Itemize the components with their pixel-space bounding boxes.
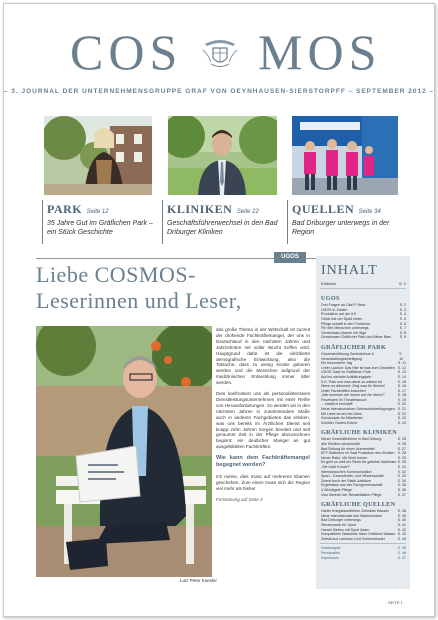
toc-item-label: Produktion auf der IHI xyxy=(321,312,356,317)
toc-item-page: S. 7 xyxy=(399,326,406,331)
masthead xyxy=(0,22,438,84)
toc-item-label: Ein besonderer Tag xyxy=(321,361,353,366)
toc-item-label: Pflege schafft in den Frühdurst xyxy=(321,321,370,326)
editorial-body xyxy=(216,327,310,508)
toc-item-page: S. 43 xyxy=(397,532,406,537)
toc-item-label: EFF-Stationen im Saal Prasidium des Kliniken xyxy=(321,451,395,456)
toc-item-label: Bad Driburg für einen Arzneimittel xyxy=(321,446,375,451)
toc-item-page: S. 13 xyxy=(397,370,406,375)
toc-item-label: UGOS in Zahlen xyxy=(321,307,348,312)
teaser-text: Bad Driburger unterwegs in der Region xyxy=(292,220,390,236)
toc-item-label: Harald Sieben mit Sport Adam xyxy=(321,527,370,532)
toc-item-page: S. 29 xyxy=(397,455,406,460)
toc-item-page: S. 11 xyxy=(397,361,406,366)
toc-item-page: S. 46 xyxy=(397,550,406,555)
toc-item-label: K.K. Park und was damit zu wissen ist xyxy=(321,379,382,384)
quellen-teaser-photo xyxy=(292,116,398,195)
toc-item-page: S. 30 xyxy=(397,460,406,465)
toc-item-page: S. 8 xyxy=(399,330,406,335)
toc-item-page: S. 21 xyxy=(397,407,406,412)
toc-item-label: Intensivwochen Kommunikation xyxy=(321,469,372,474)
toc-item-label: Editorial xyxy=(321,281,336,286)
teaser-page: Seite 34 xyxy=(358,209,381,215)
toc-item-page: S. 5 xyxy=(399,316,406,321)
toc-item-page: S. 4 xyxy=(399,312,406,317)
kliniken-teaser-photo xyxy=(168,116,277,195)
toc-item-label: Kompatibles Tankstelle Haus Gräfliche Wasser xyxy=(321,532,396,537)
toc-item-page: S. 12 xyxy=(397,365,406,370)
toc-item-label: Unter Fachkräften brauchen xyxy=(321,388,366,393)
toc-item-label: Harter Kriegsfaustführen Zeitwärts Wasser xyxy=(321,509,389,514)
toc-item-label: Alle Kliniken verschmäht xyxy=(321,442,361,447)
toc-item-label: Gesamteröffnung Gartenbühne & Veranstaltungsbeteiligung xyxy=(321,351,375,361)
toc-item-page: S. 37 xyxy=(397,492,406,497)
body-question: Wie kann dem Fachkräftemangel begegnet werden? xyxy=(216,455,310,469)
teaser-section: PARK xyxy=(47,202,83,216)
toc-item-label: Zuerst buch der Stadt-Jubiläum xyxy=(321,478,372,483)
teaser-page: Seite 22 xyxy=(236,209,259,215)
toc-section-title: GRÄFLICHER PARK xyxy=(321,343,387,351)
toc-item-page: S. 25 xyxy=(397,437,406,442)
toc-item-page: S. 39 xyxy=(397,513,406,518)
park-teaser-photo xyxy=(44,116,152,195)
toc-item[interactable] xyxy=(316,281,410,286)
body-paragraph: das große Thema in der Wirtschaft ist zurzeit der drohende Fachkräftemangel, der uns in Deutschland in den nächsten Jahren und Jahrzehnten mit voller Wucht treffen wird. Hauptgrund dafür ist die vielzitierte demografische Entwicklung, also die Tatsache, dass zu wenig Kinder geboren werden und die Menschen aufgrund der medizinischen Entwicklung immer älter werden. xyxy=(216,327,310,386)
toc-item-label: Bad Driburger unterwegs xyxy=(321,518,361,523)
toc-item-label: Sport-, Gesundheits- und Wissenschaft xyxy=(321,474,384,479)
masthead-title-right: MOS xyxy=(258,24,382,80)
toc-item-label: Wenn es dämmert: Zeig was für Wonne! xyxy=(321,384,386,389)
toc-item-page: S. 17 xyxy=(397,388,406,393)
toc-item-page: S. 23 xyxy=(397,416,406,421)
toc-item-label: Gemeinsam Gräflicher Park und Bitner Bars xyxy=(321,335,392,340)
toc-item-page: S. 16 xyxy=(397,384,406,389)
toc-item-label: Feuerwerk im Theatertausch xyxy=(321,397,367,402)
toc-item-page: S. 15 xyxy=(397,379,406,384)
toc-item-label: Personalien xyxy=(321,550,340,555)
toc-item-page: S. 9 xyxy=(399,335,406,340)
toc-item-label: Gemeinsam planen mit Sign xyxy=(321,330,367,335)
toc-item-label: Neue Intensivwochen Gebrauchsbedingungen xyxy=(321,407,395,412)
toc-item-page: S. 10 xyxy=(399,351,404,361)
toc-item-label: Leiter Launch: Das Hier ist was zum Gestalten xyxy=(321,365,395,370)
toc-item-page: S. 42 xyxy=(397,527,406,532)
toc-item-page: S. 47 xyxy=(397,555,406,560)
toc-item-label: ... westlich erschafft xyxy=(321,402,353,407)
body-paragraph: Dies konfrontiert uns als personalintensives Dienstleistungsunternehmen mit einer Reihe von Herausforderungen. So werden wir in den nächsten Jahren in zunehmendem Maße auch in anderen Fachgebieten das erleben, was uns bereits im Ärztlichen Dienst seit knapp zehn Jahren Sorgen bereitet und seit geraumer Zeit in der Pflege abzuzeichnen beginnt: ein deutlicher Mangel an gut ausgebildeten Fachkräften. xyxy=(216,391,310,450)
toc-item-label: Impressum xyxy=(321,555,339,560)
toc-item-label: Glück hat viel Spaß hinter xyxy=(321,316,363,321)
toc-item-label: Neuer Geschäftsführer in Bad Driburg xyxy=(321,437,382,442)
toc-item-page: S. 20 xyxy=(397,402,406,407)
toc-item-page: S. 6 xyxy=(399,321,406,326)
headline-line-1: Liebe COSMOS- xyxy=(36,262,196,287)
teaser-section: KLINIKEN xyxy=(167,202,233,216)
toc-item-page: S. 14 xyxy=(397,374,406,379)
toc-item-label: Es geht so weit ein Stück für geliebte Nachbarn xyxy=(321,460,397,465)
teaser-text: Geschäftsführerwechsel in den Bad Driburger Kliniken xyxy=(167,220,278,236)
toc-item-page: S. 44 xyxy=(397,536,406,541)
toc-item-label: Zeitstil aus Lannbau Lind Schermkloster xyxy=(321,536,385,541)
toc-item-page: S. 32 xyxy=(397,469,406,474)
journal-subtitle: – 3. JOURNAL DER UNTERNEHMENSGRUPPE GRAF VON OEYNHAUSEN-SIERSTORPFF – SEPTEMBER 2012 – xyxy=(3,88,435,95)
table-of-contents xyxy=(316,256,410,589)
photo-caption: Lutz Peter Kaesler xyxy=(180,578,218,583)
continued-note: Fortsetzung auf Seite 3 xyxy=(216,496,263,502)
toc-item-label: Vom Bereich der Rehabilitation Pflege xyxy=(321,492,382,497)
teaser-section: QUELLEN xyxy=(292,202,355,216)
toc-item-label: Schokolade für Mitarbeiter xyxy=(321,416,363,421)
teaser-kliniken[interactable] xyxy=(162,200,282,244)
body-paragraph: Ich meine, dies muss auf mehreren Ebenen geschehen. Zum einen muss sich die Region viel mehr als bisher xyxy=(216,474,310,491)
toc-item-page: S. 34 xyxy=(397,478,406,483)
toc-item-page: S. 38 xyxy=(397,509,406,514)
teaser-page: Seite 12 xyxy=(86,209,109,215)
toc-sections xyxy=(316,291,410,541)
toc-item-page: S. 26 xyxy=(397,442,406,447)
toc-item-label: Auf ins nächste Aufklärungsjahr xyxy=(321,374,372,379)
toc-item-label: Neuer Ratio: Mit Wohl lernen xyxy=(321,455,368,460)
toc-footer xyxy=(316,546,410,560)
editorial-photo xyxy=(36,326,212,577)
toc-separator xyxy=(320,288,406,289)
toc-section-title: GRÄFLICHE QUELLEN xyxy=(321,501,396,509)
headline-line-2: Leserinnen und Leser, xyxy=(36,288,242,313)
toc-item-label: „Sie rückt Knock?“ xyxy=(321,465,351,470)
toc-title: INHALT xyxy=(321,263,378,278)
toc-section-title: UGOS xyxy=(321,295,340,303)
teaser-text: 35 Jahre Gut im Gräflichen Park – ein Stück Geschichte xyxy=(47,220,153,236)
toc-item-label: UGOS Gast im Gräflichen Park xyxy=(321,370,371,375)
toc-item-page: S. 3 xyxy=(399,307,406,312)
toc-item-page: S. 2 xyxy=(399,303,406,308)
toc-item-label: Gewinnspiel xyxy=(321,546,341,551)
toc-item-label: 4 Wichtigste Pflege xyxy=(321,487,352,492)
toc-item-page: S. 18 xyxy=(397,393,406,398)
toc-item-label: „Wie kommen die immer auf die Ideen?“ xyxy=(321,393,385,398)
toc-item-page: S. 1 xyxy=(398,281,406,286)
toc-item-label: Ergebnisse aus der Fachgemeinschaft xyxy=(321,483,383,488)
coat-of-arms-icon xyxy=(199,36,241,70)
toc-item-label: Für den Menschen unterwegs xyxy=(321,326,369,331)
toc-item-page: S. 31 xyxy=(397,465,406,470)
toc-item[interactable] xyxy=(316,556,410,561)
toc-item-label: Neue Internationale des Markenmarke xyxy=(321,513,383,518)
masthead-title-left: COS xyxy=(70,24,183,80)
toc-item-label: Schöller Garten-Küche xyxy=(321,420,358,425)
toc-item-page: S. 36 xyxy=(397,487,406,492)
toc-item-label: Steuerpraxis für Sport xyxy=(321,522,356,527)
toc-separator xyxy=(320,543,406,544)
toc-item-page: S. 35 xyxy=(397,483,406,488)
toc-item-page: S. 22 xyxy=(397,411,406,416)
ugos-tag: UGOS xyxy=(274,252,306,263)
toc-item-page: S. 40 xyxy=(397,518,406,523)
teaser-quellen[interactable] xyxy=(287,200,404,244)
toc-item-label: Mit Liebe lernen bei Jules xyxy=(321,411,362,416)
toc-item-page: S. 24 xyxy=(397,420,406,425)
toc-item-page: S. 28 xyxy=(397,451,406,456)
page-number: SEITE 1 xyxy=(388,600,403,605)
toc-item-page: S. 45 xyxy=(397,546,406,551)
toc-item-page: S. 19 xyxy=(397,397,406,402)
toc-item-page: S. 41 xyxy=(397,522,406,527)
toc-section-title: GRÄFLICHE KLINIKEN xyxy=(321,429,398,437)
toc-item[interactable] xyxy=(316,537,410,542)
editorial-headline xyxy=(36,262,316,314)
toc-item-page: S. 33 xyxy=(397,474,406,479)
toc-item-page: S. 27 xyxy=(397,446,406,451)
teaser-park[interactable] xyxy=(42,200,159,244)
toc-item-label: Drei Fragen an Olaf P. Beck xyxy=(321,303,366,308)
toc-item[interactable] xyxy=(316,352,410,361)
